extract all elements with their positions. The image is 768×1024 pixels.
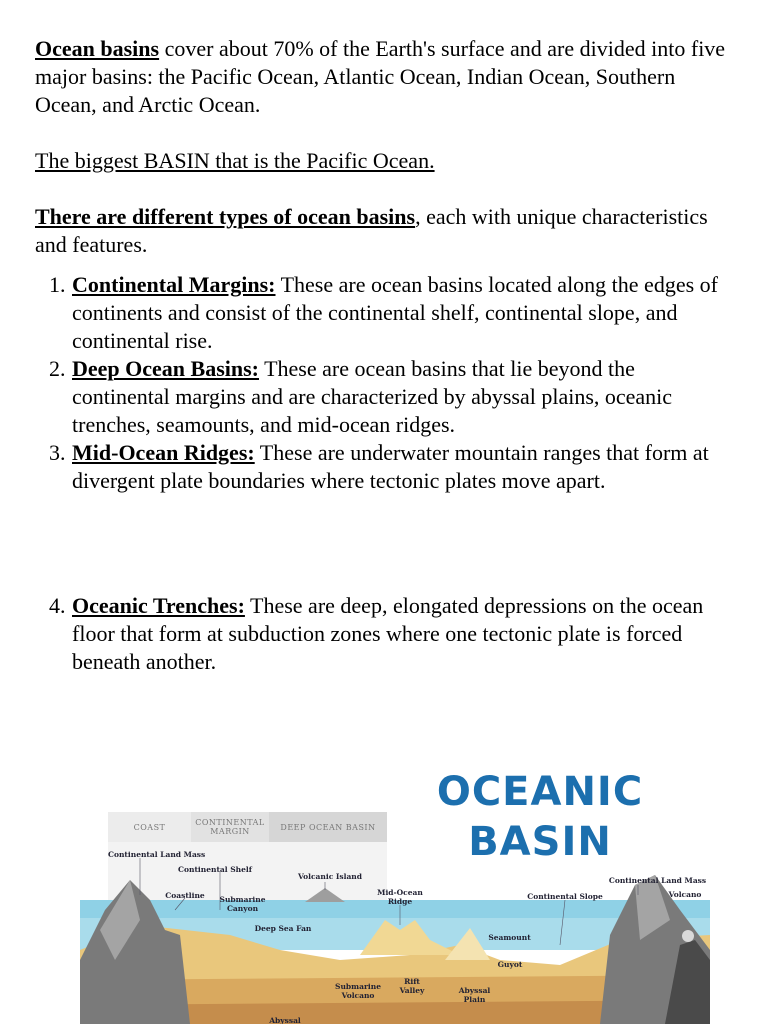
- label-shelf: Continental Shelf: [178, 865, 252, 874]
- list-text: These are underwater mountain ranges that form at divergent plate boundaries where tectonic plates move apart.: [72, 440, 709, 493]
- list-term: Oceanic Trenches:: [72, 593, 245, 618]
- list-text: These are ocean basins located along the edges of continents and consist of the continental shelf, continental slope, and continental rise.: [72, 272, 718, 353]
- oceanic-basin-diagram: [80, 760, 710, 1024]
- label-canyon: Submarine Canyon: [219, 895, 266, 913]
- header-deep: DEEP OCEAN BASIN: [280, 823, 376, 832]
- intro-text: cover about 70% of the Earth's surface and are divided into five major basins: the Pacific Ocean, Atlantic Ocean, Indian Ocean, Southern Ocean, and Arctic Ocean.: [35, 36, 726, 117]
- list-number: 1.: [49, 272, 66, 297]
- list-item: [35, 271, 735, 355]
- list-number: 3.: [49, 440, 66, 465]
- intro-paragraph: [35, 35, 735, 119]
- label-coastline: Coastline: [165, 891, 205, 900]
- label-abyssal-plain: Abyssal Plain: [458, 986, 491, 1004]
- list-item: [35, 439, 735, 495]
- label-slope: Continental Slope: [527, 892, 603, 901]
- list-term: Continental Margins:: [72, 272, 276, 297]
- types-intro-term: There are different types of ocean basins: [35, 204, 416, 229]
- label-fan: Deep Sea Fan: [254, 924, 312, 933]
- diagram-title-line2: BASIN: [468, 819, 612, 865]
- types-intro-paragraph: [35, 203, 735, 259]
- list-number: 4.: [49, 593, 66, 618]
- biggest-basin-line: The biggest BASIN that is the Pacific Ocean.: [35, 148, 435, 173]
- label-ridge: Mid-Ocean Ridge: [377, 888, 423, 906]
- document-body: [35, 35, 735, 676]
- label-seamount: Seamount: [488, 933, 531, 942]
- list-item: [35, 592, 735, 676]
- label-land-right: Continental Land Mass: [608, 876, 707, 885]
- label-rift: Rift Valley: [399, 977, 425, 995]
- volcano-smoke: [682, 930, 694, 942]
- types-intro-text: , each with unique characteristics and features.: [35, 204, 708, 257]
- list-term: Mid-Ocean Ridges:: [72, 440, 255, 465]
- header-coast: COAST: [133, 823, 166, 832]
- label-volcanic-island: Volcanic Island: [297, 872, 363, 881]
- label-volcano: Volcano: [668, 890, 702, 899]
- list-text: These are deep, elongated depressions on the ocean floor that form at subduction zones where one tectonic plate is forced beneath another.: [72, 593, 704, 674]
- label-abyssal: Abyssal: [269, 1016, 301, 1024]
- diagram-title-line1: OCEANIC: [436, 769, 644, 815]
- label-sub-volcano: Submarine Volcano: [335, 982, 381, 1000]
- page-gap: [35, 495, 735, 592]
- list-number: 2.: [49, 356, 66, 381]
- basin-types-list: [35, 271, 735, 676]
- list-text: These are ocean basins that lie beyond the continental margins and are characterized by abyssal plains, oceanic trenches, seamounts, and mid-ocean ridges.: [72, 356, 673, 437]
- list-item: [35, 355, 735, 439]
- list-term: Deep Ocean Basins:: [72, 356, 259, 381]
- intro-term: Ocean basins: [35, 36, 160, 61]
- header-margin: CONTINENTAL MARGIN: [195, 818, 265, 836]
- label-land-left: Continental Land Mass: [108, 850, 206, 859]
- label-guyot: Guyot: [497, 960, 523, 969]
